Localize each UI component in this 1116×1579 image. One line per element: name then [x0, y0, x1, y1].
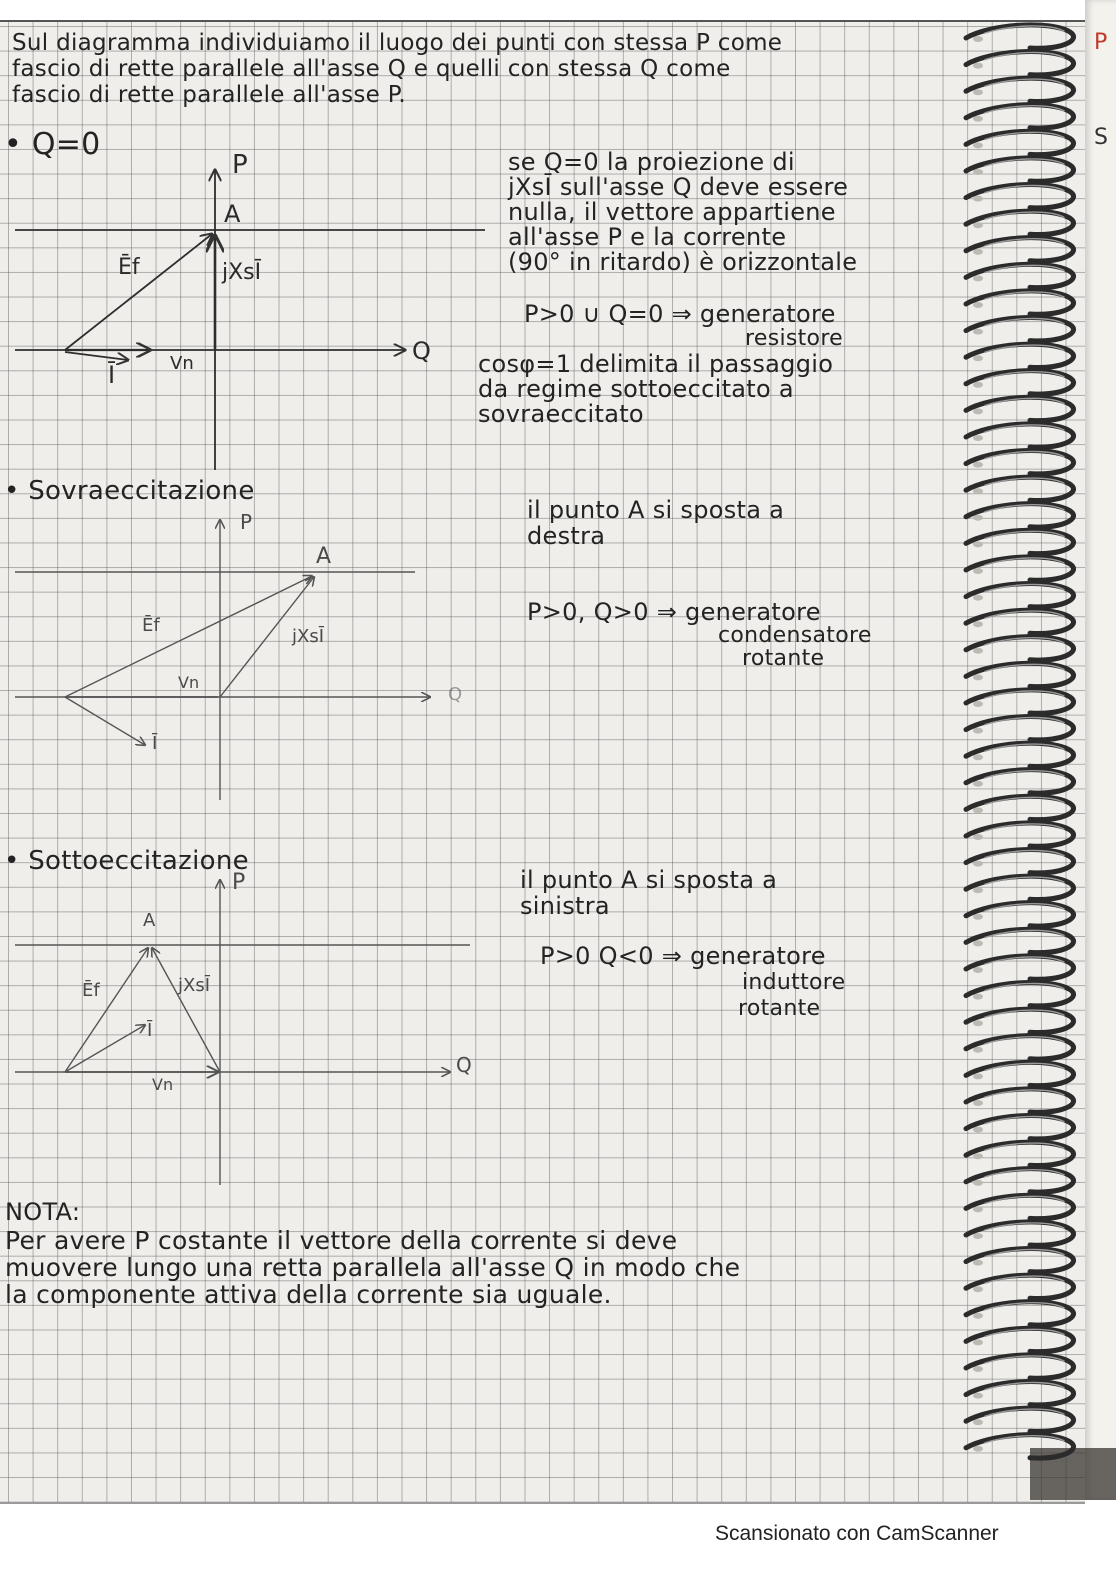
result-line: P>0, Q>0 ⇒ generatore [527, 598, 821, 626]
binding-hole [973, 488, 983, 494]
note-line: se Q=0 la proiezione di [508, 148, 795, 176]
binding-hole [973, 1393, 983, 1399]
ef-vector-label: Ēf [118, 255, 140, 280]
binding-hole [973, 807, 983, 813]
binding-hole [973, 674, 983, 680]
note-title: NOTA: [5, 1198, 81, 1226]
binding-hole [973, 861, 983, 867]
point-a-label: A [143, 910, 156, 931]
jxsi-vector-label: jXsĪ [292, 626, 325, 647]
binding-hole [973, 382, 983, 388]
remark-line: da regime sottoeccitato a [478, 375, 794, 403]
binding-hole [973, 1020, 983, 1026]
note-line: il punto A si sposta a [527, 496, 785, 524]
note-line: sinistra [520, 892, 610, 920]
binding-hole [973, 89, 983, 95]
vn-vector-label: Vn [152, 1075, 174, 1094]
result-line: rotante [742, 646, 825, 671]
point-a-label: A [224, 200, 241, 228]
ef-vector-label: Ēf [82, 980, 100, 1001]
adjacent-page-fragment: S [1094, 125, 1108, 150]
binding-hole [973, 728, 983, 734]
remark-line: sovraeccitato [478, 400, 644, 428]
binding-hole [973, 595, 983, 601]
point-a-label: A [316, 544, 332, 569]
section-heading: • Sottoeccitazione [4, 846, 249, 876]
result-line: P>0 Q<0 ⇒ generatore [540, 942, 826, 970]
binding-hole [973, 1047, 983, 1053]
header-line: fascio di rette parallele all'asse P. [12, 82, 406, 108]
current-vector-label: Ī [108, 361, 116, 389]
binding-hole [973, 435, 983, 441]
p-axis-label: P [232, 150, 248, 180]
binding-hole [973, 1100, 983, 1106]
binding-hole [973, 116, 983, 122]
binding-hole [973, 701, 983, 707]
current-vector-label: Ī [152, 733, 158, 754]
binding-hole [973, 887, 983, 893]
result-line: P>0 ∪ Q=0 ⇒ generatore [524, 300, 836, 328]
jxsi-vector-label: jXsĪ [222, 260, 262, 285]
header-line: Sul diagramma individuiamo il luogo dei punti con stessa P come [12, 30, 783, 56]
binding-hole [973, 967, 983, 973]
note-line: jXsĪ sull'asse Q deve essere [508, 173, 849, 201]
result-line: condensatore [718, 623, 872, 648]
binding-hole [973, 1366, 983, 1372]
binding-hole [973, 63, 983, 69]
vn-vector-label: Vn [178, 673, 200, 692]
current-vector-label: Ī [147, 1020, 153, 1041]
binding-hole [973, 408, 983, 414]
note-line: (90° in ritardo) è orizzontale [508, 248, 858, 276]
binding-hole [973, 462, 983, 468]
remark-line: cosφ=1 delimita il passaggio [478, 350, 834, 378]
binding-hole [973, 302, 983, 308]
binding-hole [973, 355, 983, 361]
binding-hole [973, 754, 983, 760]
binding-hole [973, 196, 983, 202]
q-axis-label: Q [456, 1053, 472, 1077]
note-body-line: Per avere P costante il vettore della corrente si deve [5, 1226, 678, 1255]
note-line: all'asse P e la corrente [508, 223, 787, 251]
binding-hole [973, 275, 983, 281]
binding-hole [973, 36, 983, 42]
binding-hole [973, 169, 983, 175]
binding-hole [973, 1286, 983, 1292]
scanner-watermark-label: Scansionato con CamScanner [715, 1522, 999, 1545]
note-body-line: muovere lungo una retta parallela all'asse Q in modo che [5, 1253, 741, 1282]
note-body-line: la componente attiva della corrente sia uguale. [5, 1280, 612, 1309]
binding-hole [973, 1127, 983, 1133]
section-heading: • Q=0 [4, 127, 101, 162]
note-line: destra [527, 522, 606, 550]
binding-hole [973, 1260, 983, 1266]
p-axis-label: P [240, 510, 253, 534]
ef-vector-label: Ēf [142, 615, 160, 636]
binding-hole [973, 541, 983, 547]
binding-hole [973, 1313, 983, 1319]
binding-hole [973, 648, 983, 654]
binding-hole [973, 1153, 983, 1159]
binding-hole [973, 621, 983, 627]
binding-hole [973, 1446, 983, 1452]
binding-hole [973, 914, 983, 920]
binding-hole [973, 329, 983, 335]
q-axis-label: Q [448, 684, 463, 705]
q-axis-label: Q [412, 337, 431, 365]
binding-hole [973, 1073, 983, 1079]
binding-hole [973, 781, 983, 787]
result-line: induttore [742, 970, 846, 995]
binding-hole [973, 1339, 983, 1345]
binding-hole [973, 834, 983, 840]
binding-hole [973, 1206, 983, 1212]
note-line: nulla, il vettore appartiene [508, 198, 836, 226]
jxsi-vector-label: jXsĪ [178, 975, 211, 996]
result-line: resistore [745, 326, 844, 351]
binding-hole [973, 568, 983, 574]
binding-hole [973, 515, 983, 521]
vn-vector-label: Vn [170, 353, 194, 374]
binding-hole [973, 940, 983, 946]
header-line: fascio di rette parallele all'asse Q e quelli con stessa Q come [12, 56, 731, 82]
binding-hole [973, 994, 983, 1000]
binding-hole [973, 249, 983, 255]
section-heading: • Sovraeccitazione [4, 476, 255, 506]
binding-hole [973, 222, 983, 228]
binding-hole [973, 1180, 983, 1186]
binding-hole [973, 142, 983, 148]
p-axis-label: P [232, 870, 246, 895]
binding-hole [973, 1233, 983, 1239]
result-line: rotante [738, 996, 821, 1021]
adjacent-page-fragment: P [1094, 30, 1108, 55]
binding-hole [973, 1419, 983, 1425]
note-line: il punto A si sposta a [520, 866, 778, 894]
